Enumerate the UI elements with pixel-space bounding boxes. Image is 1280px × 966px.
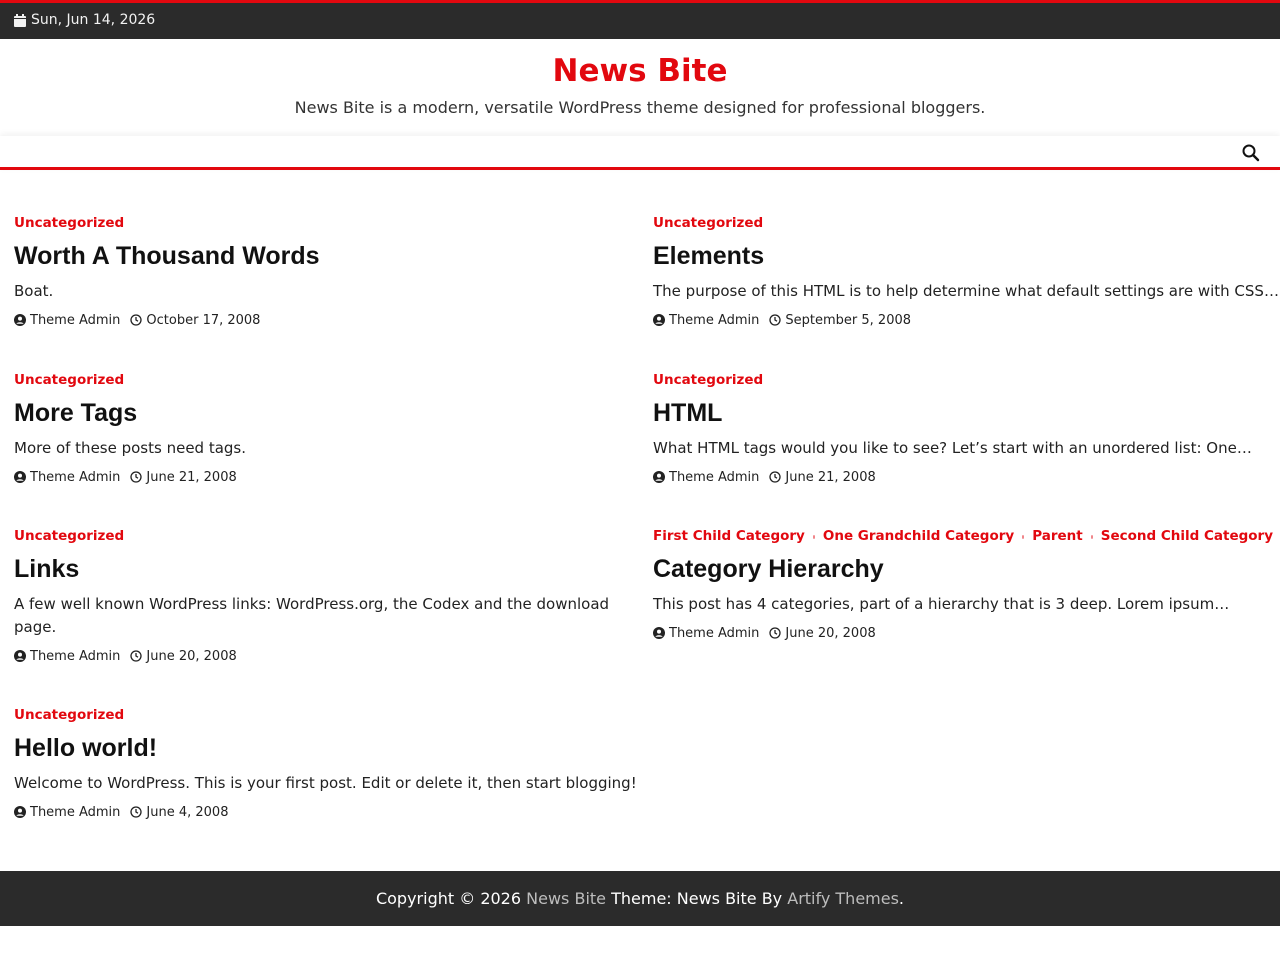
- post-categories: [653, 371, 1273, 389]
- post-card: [14, 214, 634, 329]
- post-author[interactable]: [653, 313, 759, 328]
- clock-icon: [769, 314, 781, 326]
- post-meta: [14, 311, 634, 329]
- post-card: [653, 371, 1273, 486]
- category-link[interactable]: Uncategorized: [14, 372, 125, 388]
- post-title[interactable]: Elements: [653, 242, 765, 270]
- post-title[interactable]: Worth A Thousand Words: [14, 242, 320, 270]
- footer-period: .: [898, 889, 905, 908]
- clock-icon: [130, 471, 142, 483]
- site-title[interactable]: News Bite: [552, 53, 728, 89]
- user-icon: [653, 314, 665, 326]
- post-title[interactable]: Category Hierarchy: [653, 555, 884, 583]
- author-name: Theme Admin: [30, 804, 121, 820]
- post-meta: [14, 647, 634, 665]
- date-text: June 21, 2008: [785, 469, 876, 485]
- post-title[interactable]: More Tags: [14, 399, 138, 427]
- post-excerpt: A few well known WordPress links: WordPress.org, the Codex and the download page.: [14, 595, 610, 636]
- copyright-text: Copyright © 2026: [375, 889, 522, 908]
- search-button[interactable]: [1240, 142, 1262, 164]
- category-link[interactable]: Parent: [1032, 528, 1083, 544]
- clock-icon: [130, 650, 142, 662]
- main-navigation: [0, 136, 1280, 170]
- author-name: Theme Admin: [30, 312, 121, 328]
- date-text: Sun, Jun 14, 2026: [31, 12, 156, 28]
- post-categories: [14, 214, 634, 232]
- post-card: [653, 527, 1273, 642]
- category-link[interactable]: Uncategorized: [14, 707, 125, 723]
- post-date[interactable]: [130, 649, 236, 664]
- category-separator: [1091, 535, 1093, 539]
- post-date[interactable]: [130, 805, 228, 820]
- post-categories: [653, 214, 1273, 232]
- date-text: June 20, 2008: [785, 625, 876, 641]
- post-title[interactable]: HTML: [653, 399, 723, 427]
- user-icon: [653, 627, 665, 639]
- post-excerpt: The purpose of this HTML is to help determine what default settings are with CSS…: [653, 282, 1279, 300]
- post-card: [14, 527, 634, 665]
- post-excerpt: More of these posts need tags.: [14, 439, 247, 457]
- post-excerpt: Welcome to WordPress. This is your first post. Edit or delete it, then start blogging!: [14, 774, 637, 792]
- post-author[interactable]: [653, 626, 759, 641]
- post-excerpt: What HTML tags would you like to see? Let’s start with an unordered list: One…: [653, 439, 1252, 457]
- theme-text: Theme: News Bite By: [611, 889, 783, 908]
- user-icon: [14, 314, 26, 326]
- post-excerpt: This post has 4 categories, part of a hierarchy that is 3 deep. Lorem ipsum…: [653, 595, 1230, 613]
- user-icon: [653, 471, 665, 483]
- post-author[interactable]: [14, 313, 120, 328]
- clock-icon: [769, 627, 781, 639]
- post-author[interactable]: [14, 649, 120, 664]
- site-footer: [0, 871, 1280, 926]
- post-meta: [653, 468, 1273, 486]
- site-header: [0, 39, 1280, 136]
- author-name: Theme Admin: [669, 625, 760, 641]
- post-title[interactable]: Links: [14, 555, 80, 583]
- post-date[interactable]: [130, 313, 260, 328]
- post-date[interactable]: [769, 313, 911, 328]
- date-text: September 5, 2008: [785, 312, 912, 328]
- category-link[interactable]: Second Child Category: [1100, 528, 1274, 544]
- user-icon: [14, 650, 26, 662]
- post-categories: [14, 706, 634, 724]
- category-link[interactable]: First Child Category: [653, 528, 805, 544]
- post-meta: [653, 624, 1273, 642]
- post-card: [14, 371, 634, 486]
- category-separator: [1022, 535, 1024, 539]
- post-meta: [14, 468, 634, 486]
- category-separator: [813, 535, 815, 539]
- post-date[interactable]: [769, 626, 875, 641]
- clock-icon: [769, 471, 781, 483]
- calendar-icon: [14, 14, 26, 27]
- top-bar: [0, 0, 1280, 39]
- site-tagline: News Bite is a modern, versatile WordPress theme designed for professional bloggers.: [294, 98, 986, 117]
- post-categories: [14, 371, 634, 389]
- author-name: Theme Admin: [669, 469, 760, 485]
- post-author[interactable]: [14, 470, 120, 485]
- post-categories: [14, 527, 634, 545]
- post-card: [14, 706, 637, 821]
- user-icon: [14, 471, 26, 483]
- footer-site-link[interactable]: News Bite: [526, 889, 606, 908]
- post-author[interactable]: [653, 470, 759, 485]
- clock-icon: [130, 806, 142, 818]
- post-author[interactable]: [14, 805, 120, 820]
- post-meta: [14, 803, 634, 821]
- category-link[interactable]: Uncategorized: [653, 215, 764, 231]
- category-link[interactable]: One Grandchild Category: [822, 528, 1015, 544]
- post-card: [653, 214, 1279, 329]
- author-name: Theme Admin: [30, 648, 121, 664]
- date-text: June 20, 2008: [146, 648, 237, 664]
- post-excerpt: Boat.: [14, 282, 54, 300]
- footer-author-link[interactable]: Artify Themes: [787, 889, 899, 908]
- date-text: October 17, 2008: [146, 312, 261, 328]
- post-meta: [653, 311, 1273, 329]
- post-title[interactable]: Hello world!: [14, 734, 158, 762]
- clock-icon: [130, 314, 142, 326]
- post-date[interactable]: [130, 470, 236, 485]
- current-date: [14, 12, 155, 28]
- post-date[interactable]: [769, 470, 875, 485]
- user-icon: [14, 806, 26, 818]
- category-link[interactable]: Uncategorized: [653, 372, 764, 388]
- search-icon: [1240, 142, 1262, 164]
- date-text: June 21, 2008: [146, 469, 237, 485]
- date-text: June 4, 2008: [146, 804, 229, 820]
- author-name: Theme Admin: [669, 312, 760, 328]
- post-categories: [653, 527, 1273, 545]
- category-link[interactable]: Uncategorized: [14, 215, 125, 231]
- category-link[interactable]: Uncategorized: [14, 528, 125, 544]
- author-name: Theme Admin: [30, 469, 121, 485]
